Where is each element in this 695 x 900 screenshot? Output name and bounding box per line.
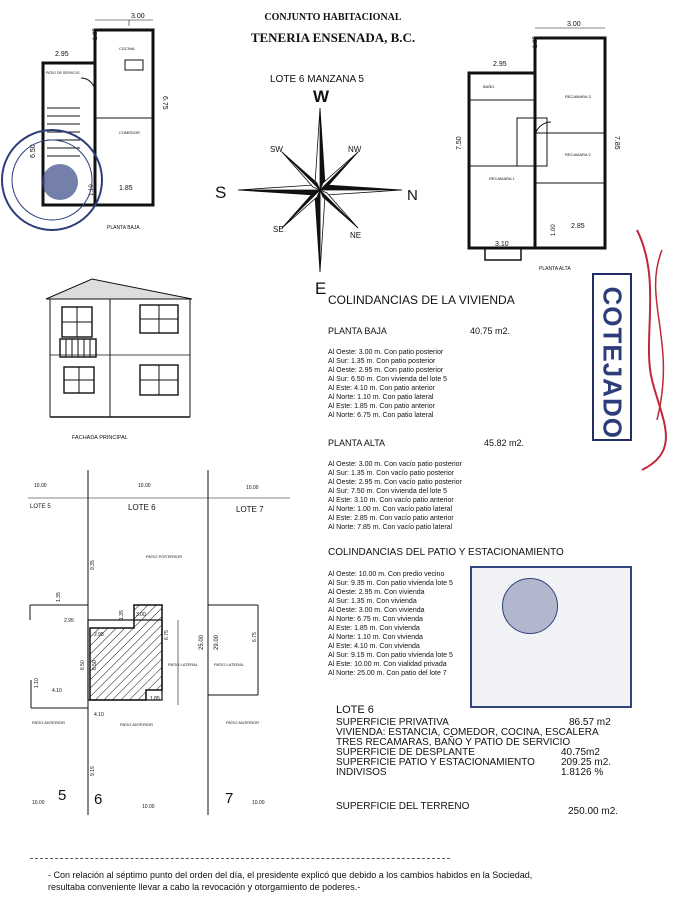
list-item: Al Este: 1.85 m. Con vivienda xyxy=(328,625,420,632)
list-item: Al Norte: 1.00 m. Con vacío patio lateral xyxy=(328,506,453,513)
site-dim: 6.50 xyxy=(80,660,86,670)
site-dim: 6.75 xyxy=(164,630,170,640)
list-item: Al Este: 4.10 m. Con vivienda xyxy=(328,643,420,650)
site-dim: 10.00 xyxy=(252,800,265,806)
baja-dim-left-top: 2.95 xyxy=(55,51,69,58)
alta-dim-top: 3.00 xyxy=(567,21,581,28)
site-dim: 4.10 xyxy=(52,688,62,694)
list-item: Al Sur: 9.15 m. Con patio vivienda lote 5 xyxy=(328,652,453,659)
baja-dim-right: 6.75 xyxy=(161,96,168,110)
row-value: 1.8126 % xyxy=(561,767,604,778)
alta-dim-balcony: 3.10 xyxy=(495,241,509,248)
alta-dim-top-left: 1.35 xyxy=(533,36,539,48)
room-recamara-2: RECAMARA 2 xyxy=(565,152,591,157)
fachada-label: FACHADA PRINCIPAL xyxy=(72,435,128,441)
site-dim: 6.50 xyxy=(92,660,98,670)
row-label: VIVIENDA: ESTANCIA, COMEDOR, COCINA, ESCALERA xyxy=(336,727,599,738)
terreno-label: SUPERFICIE DEL TERRENO xyxy=(336,801,470,812)
cotejado-stamp xyxy=(592,273,632,441)
list-item: Al Este: 10.00 m. Con vialidad privada xyxy=(328,661,447,668)
footer-line2: resultaba conveniente llevar a cabo la revocación y otorgamiento de poderes.- xyxy=(48,882,361,892)
site-dim: 4.10 xyxy=(94,712,104,718)
compass-w: W xyxy=(313,87,330,106)
row-label: TRES RECAMARAS, BAÑO Y PATIO DE SERVICIO xyxy=(336,737,571,748)
list-item: Al Sur: 9.35 m. Con patio vivienda lote 5 xyxy=(328,580,453,587)
compass-sw: SW xyxy=(270,145,283,154)
planta-baja-label: PLANTA BAJA xyxy=(107,225,140,231)
compass-e: E xyxy=(315,279,327,298)
lote6-table xyxy=(336,718,636,778)
header-line1: CONJUNTO HABITACIONAL xyxy=(264,12,402,23)
room-patio-servicio: PATIO DE SERVICIO xyxy=(46,71,80,75)
site-patio-lateral-7: PATIO LATERAL xyxy=(214,662,245,667)
site-plan xyxy=(28,470,290,815)
terreno-value: 250.00 m2. xyxy=(568,806,619,817)
site-num-7: 7 xyxy=(225,790,234,807)
list-item: Al Sur: 1.35 m. Con patio posterior xyxy=(328,358,436,365)
planta-baja-heading: PLANTA BAJA xyxy=(328,326,387,336)
compass-n: N xyxy=(407,187,418,204)
list-item: Al Sur: 1.35 m. Con vivienda xyxy=(328,598,417,605)
site-lote5: LOTE 5 xyxy=(30,504,51,510)
site-dim: 25.00 xyxy=(199,634,205,650)
site-num-6: 6 xyxy=(94,791,103,808)
baja-dim-top: 3.00 xyxy=(131,13,145,20)
site-dim: 10.00 xyxy=(142,804,155,810)
list-item: Al Oeste: 10.00 m. Con predio vecino xyxy=(328,571,445,578)
room-comedor: COMEDOR xyxy=(119,130,140,135)
list-item: Al Norte: 7.85 m. Con vacío patio lateral xyxy=(328,524,453,531)
list-item: Al Sur: 6.50 m. Con vivienda del lote 5 xyxy=(328,376,448,383)
compass-s: S xyxy=(215,183,227,202)
planta-alta-heading: PLANTA ALTA xyxy=(328,438,386,448)
planta-alta-label: PLANTA ALTA xyxy=(539,266,571,272)
site-patio-anterior-5: PATIO ANTERIOR xyxy=(32,720,65,725)
room-recamara-1: RECAMARA 1 xyxy=(489,176,515,181)
baja-dim-left: 6.50 xyxy=(30,144,37,158)
list-item: Al Norte: 6.75 m. Con patio lateral xyxy=(328,412,434,419)
compass-nw: NW xyxy=(348,145,362,154)
list-item: Al Oeste: 2.95 m. Con patio posterior xyxy=(328,367,444,374)
baja-dim-bottom-left: 1.10 xyxy=(89,184,95,196)
row-label: SUPERFICIE DE DESPLANTE xyxy=(336,747,475,758)
alta-dim-right: 7.85 xyxy=(613,136,620,150)
list-item: Al Este: 1.85 m. Con patio anterior xyxy=(328,403,435,410)
compass-ne: NE xyxy=(350,231,362,240)
site-dim: 1.35 xyxy=(119,610,125,620)
site-patio-posterior: PATIO POSTERIOR xyxy=(146,554,183,559)
row-value: 86.57 m2 xyxy=(569,717,611,728)
row-label: INDIVISOS xyxy=(336,767,387,778)
list-item: Al Norte: 6.75 m. Con vivienda xyxy=(328,616,423,623)
row-label: SUPERFICIE PATIO Y ESTACIONAMIENTO xyxy=(336,757,535,768)
cotejado-text: COTEJADO xyxy=(597,286,628,439)
site-patio-anterior-7: PATIO ANTERIOR xyxy=(226,720,259,725)
lote6-building-footprint xyxy=(90,605,162,700)
list-item: Al Oeste: 3.00 m. Con vivienda xyxy=(328,607,425,614)
registry-stamp xyxy=(470,566,632,708)
site-dim: 10.00 xyxy=(34,483,47,489)
lote-manzana: LOTE 6 MANZANA 5 xyxy=(270,74,364,85)
site-dim: 1.10 xyxy=(34,678,40,688)
list-item: Al Sur: 1.35 m. Con vacío patio posterior xyxy=(328,470,455,477)
planta-alta-drawing xyxy=(455,18,630,276)
site-patio-lateral-6: PATIO LATERAL xyxy=(168,662,199,667)
room-recamara-3: RECAMARA 3 xyxy=(565,94,591,99)
table-row xyxy=(336,768,636,778)
baja-dim-bottom: 1.85 xyxy=(119,185,133,192)
alta-dim-left-top: 2.95 xyxy=(493,61,507,68)
site-num-5: 5 xyxy=(58,787,67,804)
list-item: Al Este: 2.85 m. Con vacío patio anterior xyxy=(328,515,454,522)
footer-divider xyxy=(30,858,450,859)
site-dim: 2.95 xyxy=(64,618,74,624)
row-value: 209.25 m2. xyxy=(561,757,612,768)
list-item: Al Norte: 1.10 m. Con patio lateral xyxy=(328,394,434,401)
list-item: Al Este: 4.10 m. Con patio anterior xyxy=(328,385,435,392)
list-item: Al Norte: 1.10 m. Con vivienda xyxy=(328,634,423,641)
baja-dim-top-left: 1.35 xyxy=(93,28,99,40)
site-dim: 10.00 xyxy=(138,483,151,489)
list-item: Al Oeste: 3.00 m. Con vacío patio posterior xyxy=(328,461,462,468)
site-dim: 1.35 xyxy=(56,592,62,602)
site-patio-anterior-6: PATIO ANTERIOR xyxy=(120,722,153,727)
site-lote6: LOTE 6 xyxy=(128,503,156,512)
planta-alta-list xyxy=(328,460,528,532)
site-dim: 9.15 xyxy=(90,766,96,776)
site-lote7: LOTE 7 xyxy=(236,505,264,514)
header-line2: TENERIA ENSENADA, B.C. xyxy=(250,30,416,45)
site-dim: 10.00 xyxy=(246,485,259,491)
site-dim: 2.95 xyxy=(94,632,104,638)
notary-seal-left xyxy=(0,120,110,240)
alta-dim-left: 7.50 xyxy=(456,136,463,150)
lote6-title: LOTE 6 xyxy=(336,704,374,716)
alta-dim-bottom: 2.85 xyxy=(571,223,585,230)
list-item: Al Este: 3.10 m. Con vacío patio anterior xyxy=(328,497,454,504)
room-cocina: COCINA xyxy=(119,46,135,51)
row-value: 40.75m2 xyxy=(561,747,600,758)
compass-rose xyxy=(215,80,425,300)
list-item: Al Sur: 7.50 m. Con vivienda del lote 5 xyxy=(328,488,448,495)
site-dim: 29.00 xyxy=(214,634,220,650)
planta-alta-area: 45.82 m2. xyxy=(484,438,525,448)
footer-line1: - Con relación al séptimo punto del orden del día, el presidente explicó que debido a los cambios habidos en la Sociedad, xyxy=(48,870,533,880)
colindancias-title: COLINDANCIAS DE LA VIVIENDA xyxy=(328,293,515,307)
site-dim: 1.85 xyxy=(150,696,160,702)
list-item: Al Oeste: 3.00 m. Con patio posterior xyxy=(328,349,444,356)
fachada-drawing xyxy=(40,275,200,445)
row-label: SUPERFICIE PRIVATIVA xyxy=(336,717,449,728)
list-item: Al Norte: 25.00 m. Con patio del lote 7 xyxy=(328,670,447,677)
planta-baja-area: 40.75 m2. xyxy=(470,326,511,336)
compass-se: SE xyxy=(273,225,284,234)
site-dim: 6.75 xyxy=(252,632,258,642)
room-bano: BAÑO xyxy=(483,84,495,89)
red-signature xyxy=(632,220,692,480)
planta-baja-list xyxy=(328,348,528,420)
site-dim: 10.00 xyxy=(32,800,45,806)
patio-title: COLINDANCIAS DEL PATIO Y ESTACIONAMIENTO xyxy=(328,547,564,558)
site-dim: 3.00 xyxy=(136,612,146,618)
list-item: Al Oeste: 2.95 m. Con vivienda xyxy=(328,589,425,596)
alta-dim-bottom-left: 1.00 xyxy=(551,224,557,236)
list-item: Al Oeste: 2.95 m. Con vacío patio posterior xyxy=(328,479,462,486)
site-dim: 9.35 xyxy=(90,560,96,570)
